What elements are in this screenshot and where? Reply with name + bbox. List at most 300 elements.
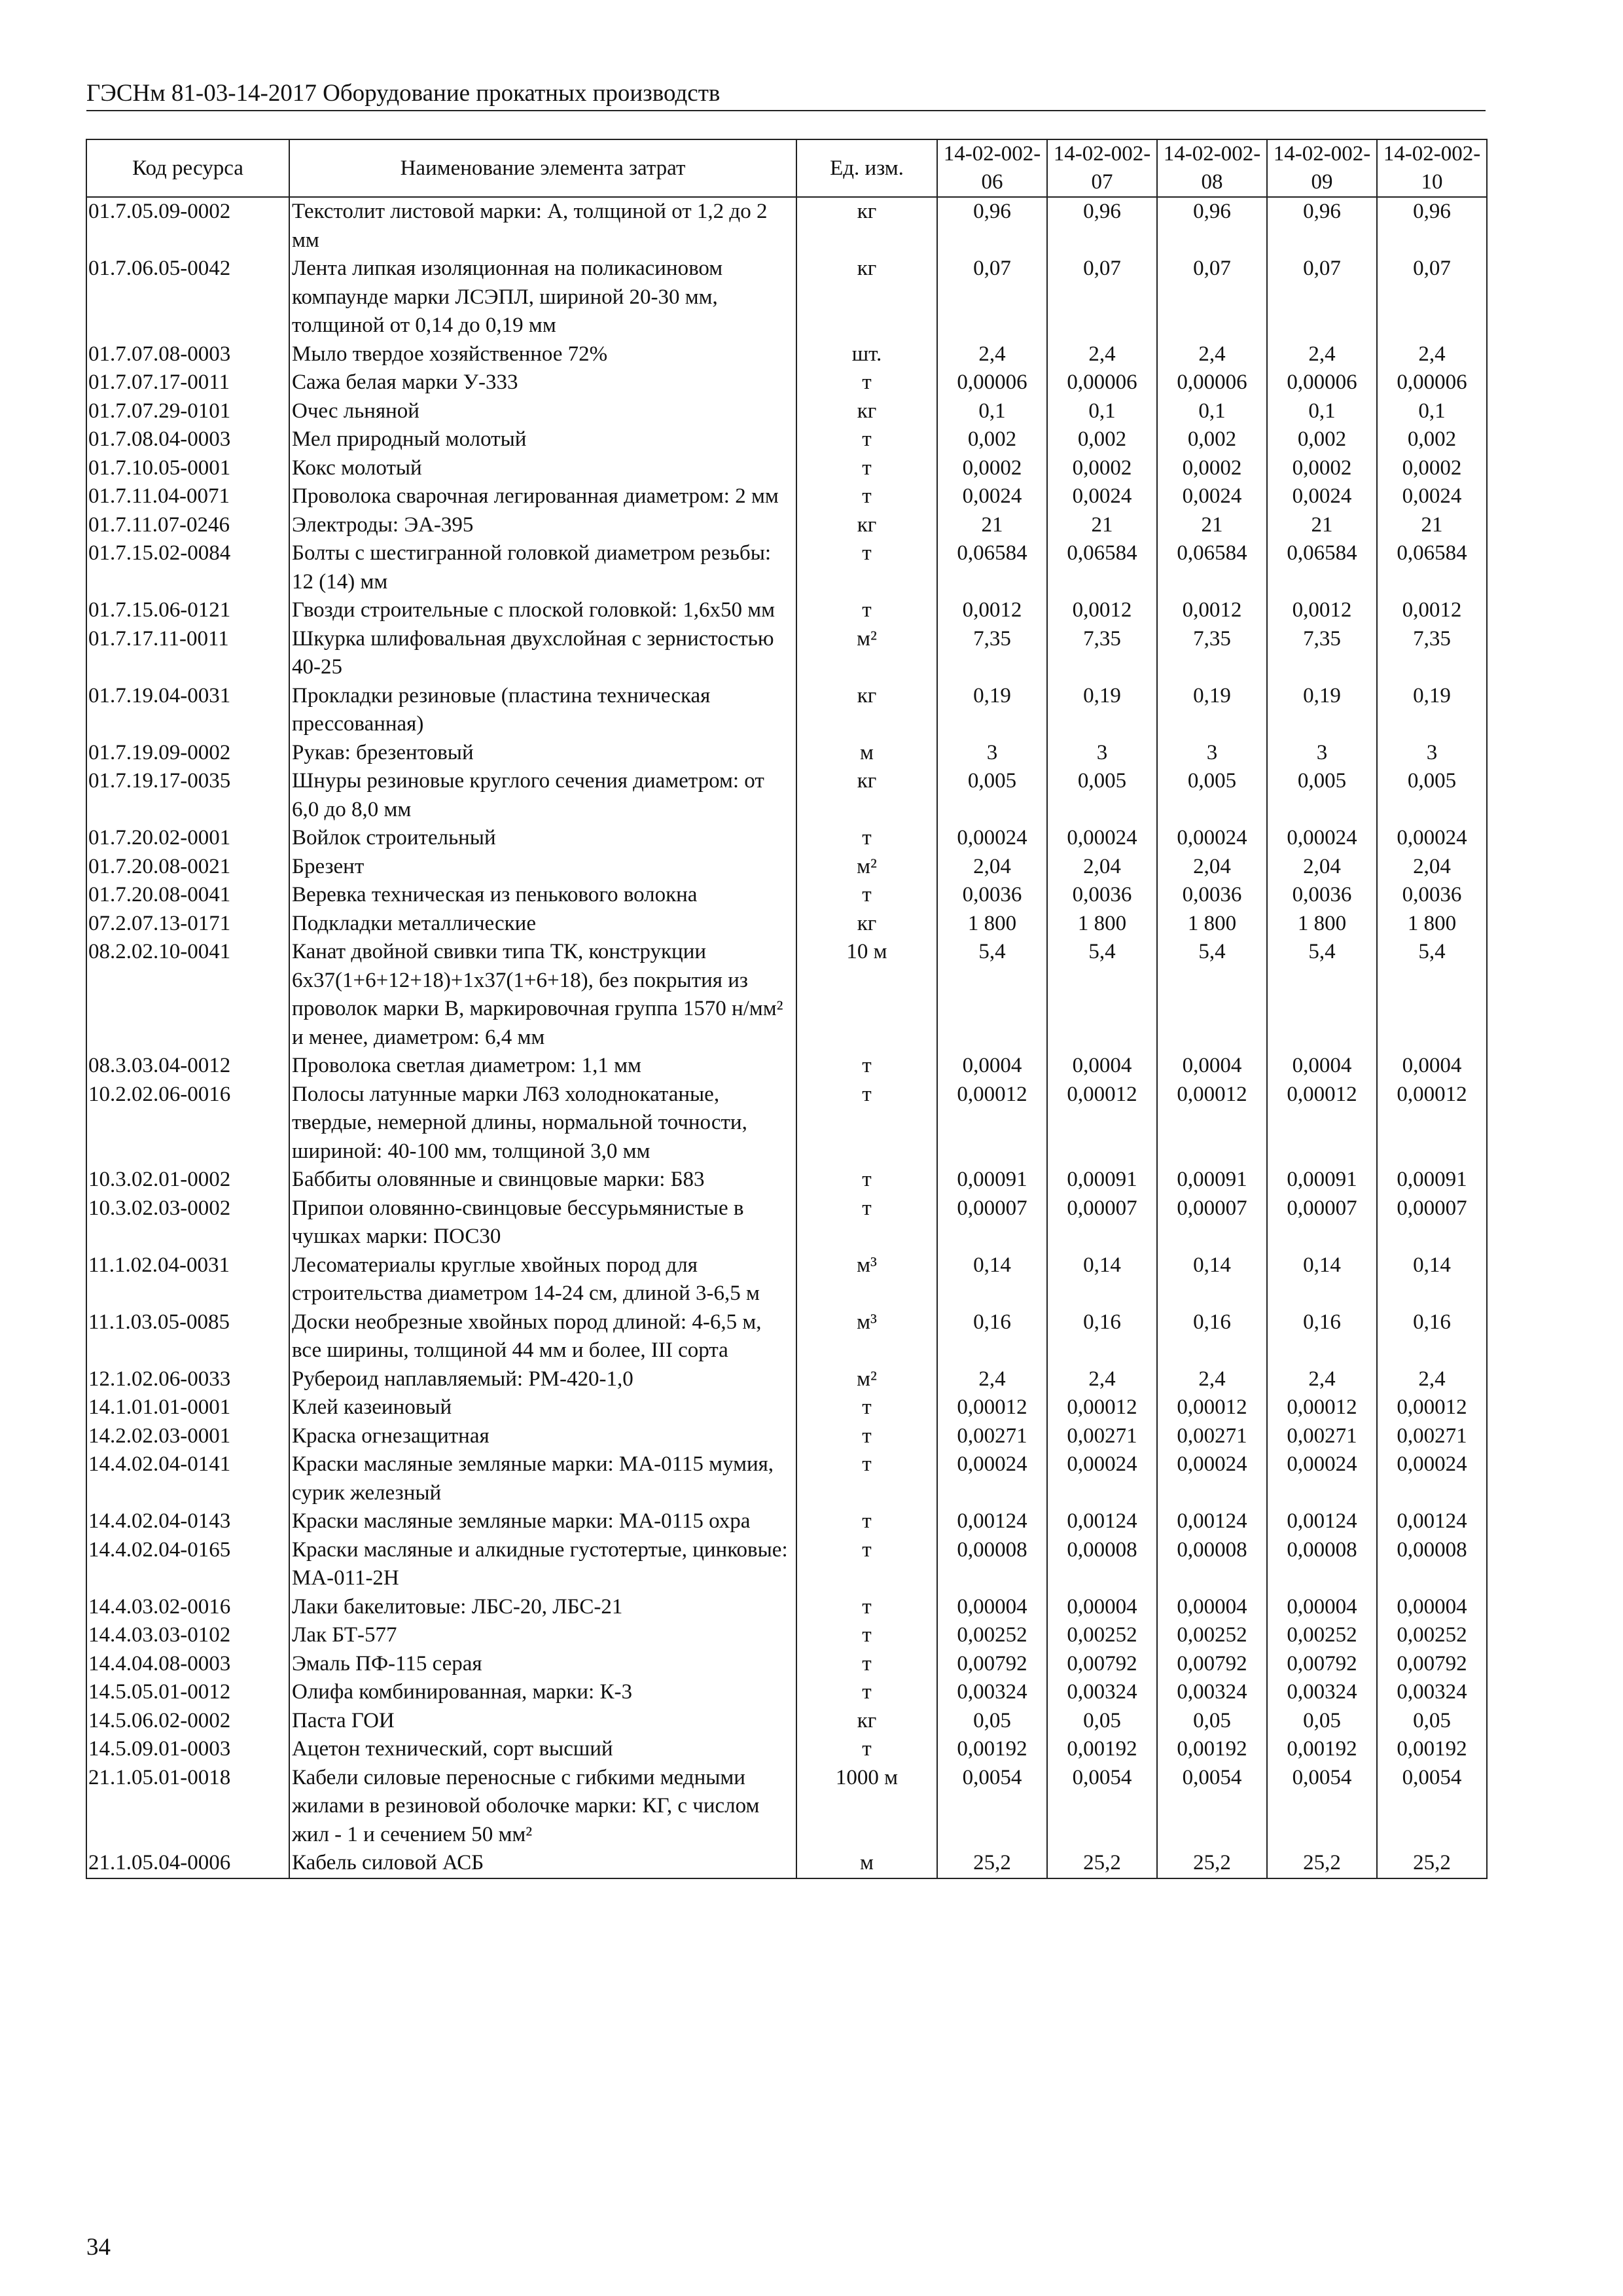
norm-value-1: 0,00124 (937, 1507, 1047, 1536)
norm-value-5: 3 (1377, 739, 1487, 768)
table-row (86, 910, 1487, 939)
norm-value-4: 25,2 (1267, 1849, 1377, 1878)
norm-value-1: 0,005 (937, 767, 1047, 824)
norm-value-3: 0,0004 (1157, 1052, 1267, 1081)
norm-value-5: 0,00252 (1377, 1621, 1487, 1650)
norm-value-5: 2,4 (1377, 1365, 1487, 1394)
norm-value-2: 0,0024 (1047, 482, 1157, 511)
norm-value-3: 25,2 (1157, 1849, 1267, 1878)
resource-unit: т (796, 454, 937, 483)
norm-value-3: 0,00024 (1157, 1450, 1267, 1507)
norm-value-5: 0,0024 (1377, 482, 1487, 511)
resource-unit: т (796, 1678, 937, 1707)
resource-name: Краски масляные и алкидные густотертые, цинковые: МА-011-2Н (289, 1536, 796, 1593)
norm-value-3: 0,0002 (1157, 454, 1267, 483)
norm-value-4: 0,00024 (1267, 1450, 1377, 1507)
resource-code: 14.5.05.01-0012 (86, 1678, 289, 1707)
table-row (86, 1678, 1487, 1707)
norm-value-1: 0,0004 (937, 1052, 1047, 1081)
norm-value-2: 0,00324 (1047, 1678, 1157, 1707)
norm-value-5: 0,00024 (1377, 824, 1487, 853)
resource-unit: м³ (796, 1251, 937, 1308)
table-row (86, 368, 1487, 397)
resource-code: 01.7.17.11-0011 (86, 625, 289, 682)
resource-name: Краска огнезащитная (289, 1422, 796, 1451)
table-row (86, 1194, 1487, 1251)
resource-code: 01.7.05.09-0002 (86, 197, 289, 255)
table-row (86, 255, 1487, 340)
norm-value-5: 0,0012 (1377, 596, 1487, 625)
norm-value-3: 0,00091 (1157, 1166, 1267, 1194)
norm-value-1: 0,0054 (937, 1764, 1047, 1850)
norm-value-2: 0,00006 (1047, 368, 1157, 397)
norm-value-4: 0,07 (1267, 255, 1377, 340)
resource-unit: м² (796, 625, 937, 682)
resource-name: Войлок строительный (289, 824, 796, 853)
norm-value-4: 0,00007 (1267, 1194, 1377, 1251)
table-row (86, 397, 1487, 426)
table-row (86, 824, 1487, 853)
norm-value-1: 1 800 (937, 910, 1047, 939)
norm-value-5: 0,00091 (1377, 1166, 1487, 1194)
table-row (86, 625, 1487, 682)
resource-code: 10.2.02.06-0016 (86, 1081, 289, 1166)
norm-value-1: 0,06584 (937, 539, 1047, 596)
norm-value-3: 0,16 (1157, 1308, 1267, 1365)
norm-value-3: 0,00252 (1157, 1621, 1267, 1650)
resource-unit: м³ (796, 1308, 937, 1365)
norm-value-4: 0,002 (1267, 425, 1377, 454)
norm-value-1: 0,002 (937, 425, 1047, 454)
norm-value-1: 0,1 (937, 397, 1047, 426)
table-row (86, 938, 1487, 1052)
resource-unit: кг (796, 767, 937, 824)
resource-code: 14.4.03.03-0102 (86, 1621, 289, 1650)
resource-code: 14.4.02.04-0143 (86, 1507, 289, 1536)
norm-value-2: 5,4 (1047, 938, 1157, 1052)
resource-code: 14.2.02.03-0001 (86, 1422, 289, 1451)
norm-value-5: 2,4 (1377, 340, 1487, 369)
norm-value-1: 0,05 (937, 1707, 1047, 1736)
resource-code: 14.5.06.02-0002 (86, 1707, 289, 1736)
norm-value-1: 0,00024 (937, 824, 1047, 853)
resource-name: Рубероид наплавляемый: РМ-420-1,0 (289, 1365, 796, 1394)
norm-value-4: 0,1 (1267, 397, 1377, 426)
table-row (86, 1308, 1487, 1365)
resource-code: 12.1.02.06-0033 (86, 1365, 289, 1394)
norm-value-1: 0,07 (937, 255, 1047, 340)
resource-code: 01.7.11.04-0071 (86, 482, 289, 511)
table-row (86, 1507, 1487, 1536)
resource-code: 08.3.03.04-0012 (86, 1052, 289, 1081)
norm-value-2: 0,0004 (1047, 1052, 1157, 1081)
norm-value-5: 0,00792 (1377, 1650, 1487, 1679)
norm-value-2: 0,00124 (1047, 1507, 1157, 1536)
norm-value-5: 0,0004 (1377, 1052, 1487, 1081)
table-row (86, 596, 1487, 625)
resource-name: Лак БТ-577 (289, 1621, 796, 1650)
resource-code: 01.7.19.17-0035 (86, 767, 289, 824)
table-row (86, 511, 1487, 540)
norm-value-2: 0,002 (1047, 425, 1157, 454)
norm-value-1: 0,00024 (937, 1450, 1047, 1507)
norm-value-2: 0,00008 (1047, 1536, 1157, 1593)
norm-value-4: 0,0012 (1267, 596, 1377, 625)
norm-value-5: 0,005 (1377, 767, 1487, 824)
norm-value-3: 5,4 (1157, 938, 1267, 1052)
resource-unit: кг (796, 910, 937, 939)
norm-value-1: 0,00192 (937, 1735, 1047, 1764)
norm-value-1: 0,0036 (937, 881, 1047, 910)
resource-unit: т (796, 1735, 937, 1764)
norm-value-1: 25,2 (937, 1849, 1047, 1878)
norm-value-3: 0,19 (1157, 682, 1267, 739)
norm-value-4: 0,14 (1267, 1251, 1377, 1308)
norm-value-4: 0,0002 (1267, 454, 1377, 483)
resource-name: Краски масляные земляные марки: МА-0115 охра (289, 1507, 796, 1536)
resource-unit: т (796, 1536, 937, 1593)
table-row (86, 1166, 1487, 1194)
norm-value-2: 0,1 (1047, 397, 1157, 426)
table-header-row (86, 139, 1487, 197)
table-row (86, 739, 1487, 768)
norm-value-2: 0,005 (1047, 767, 1157, 824)
norm-value-3: 7,35 (1157, 625, 1267, 682)
norm-value-1: 0,00004 (937, 1593, 1047, 1622)
resource-unit: кг (796, 397, 937, 426)
resource-unit: т (796, 1422, 937, 1451)
resource-name: Эмаль ПФ-115 серая (289, 1650, 796, 1679)
resource-name: Веревка техническая из пенькового волокна (289, 881, 796, 910)
table-row (86, 1365, 1487, 1394)
norm-value-5: 25,2 (1377, 1849, 1487, 1878)
norm-value-2: 0,0054 (1047, 1764, 1157, 1850)
resource-name: Болты с шестигранной головкой диаметром резьбы: 12 (14) мм (289, 539, 796, 596)
norm-value-5: 0,00271 (1377, 1422, 1487, 1451)
norm-value-4: 0,06584 (1267, 539, 1377, 596)
resource-unit: т (796, 1593, 937, 1622)
norm-value-3: 0,00012 (1157, 1393, 1267, 1422)
norm-value-1: 2,4 (937, 1365, 1047, 1394)
resource-code: 08.2.02.10-0041 (86, 938, 289, 1052)
norm-value-2: 3 (1047, 739, 1157, 768)
norm-value-1: 0,14 (937, 1251, 1047, 1308)
norm-value-2: 21 (1047, 511, 1157, 540)
norm-value-2: 0,00792 (1047, 1650, 1157, 1679)
norm-value-3: 0,00324 (1157, 1678, 1267, 1707)
resource-unit: 10 м (796, 938, 937, 1052)
norm-value-5: 0,0054 (1377, 1764, 1487, 1850)
norm-value-5: 0,00004 (1377, 1593, 1487, 1622)
norm-value-4: 3 (1267, 739, 1377, 768)
table-row (86, 1764, 1487, 1850)
norm-value-1: 2,4 (937, 340, 1047, 369)
resource-unit: т (796, 1650, 937, 1679)
norm-value-5: 0,00124 (1377, 1507, 1487, 1536)
norm-value-2: 2,4 (1047, 340, 1157, 369)
resource-code: 14.4.02.04-0165 (86, 1536, 289, 1593)
resource-unit: т (796, 1450, 937, 1507)
resource-name: Паста ГОИ (289, 1707, 796, 1736)
norm-value-2: 1 800 (1047, 910, 1157, 939)
norm-value-3: 1 800 (1157, 910, 1267, 939)
norm-value-5: 0,00192 (1377, 1735, 1487, 1764)
table-row (86, 1536, 1487, 1593)
norm-value-5: 0,002 (1377, 425, 1487, 454)
norm-value-3: 0,96 (1157, 197, 1267, 255)
norm-value-1: 0,00007 (937, 1194, 1047, 1251)
resource-name: Лаки бакелитовые: ЛБС-20, ЛБС-21 (289, 1593, 796, 1622)
resource-code: 14.4.02.04-0141 (86, 1450, 289, 1507)
resource-name: Электроды: ЭА-395 (289, 511, 796, 540)
resource-unit: шт. (796, 340, 937, 369)
resource-name: Краски масляные земляные марки: МА-0115 мумия, сурик железный (289, 1450, 796, 1507)
resource-name: Баббиты оловянные и свинцовые марки: Б83 (289, 1166, 796, 1194)
norm-value-2: 2,04 (1047, 853, 1157, 882)
resource-name: Кокс молотый (289, 454, 796, 483)
norm-value-5: 0,0036 (1377, 881, 1487, 910)
norm-value-1: 0,00008 (937, 1536, 1047, 1593)
resource-code: 01.7.15.06-0121 (86, 596, 289, 625)
table-row (86, 1393, 1487, 1422)
norm-value-2: 0,14 (1047, 1251, 1157, 1308)
norm-value-4: 0,05 (1267, 1707, 1377, 1736)
resource-name: Полосы латунные марки Л63 холоднокатаные, твердые, немерной длины, нормальной точности, шириной: 40-100 мм, толщиной 3,0 мм (289, 1081, 796, 1166)
norm-value-3: 0,00008 (1157, 1536, 1267, 1593)
table-row (86, 1593, 1487, 1622)
norm-value-2: 0,00004 (1047, 1593, 1157, 1622)
norm-value-2: 0,0002 (1047, 454, 1157, 483)
norm-value-5: 0,96 (1377, 197, 1487, 255)
norm-value-2: 0,00012 (1047, 1081, 1157, 1166)
table-row (86, 340, 1487, 369)
norm-value-3: 0,00024 (1157, 824, 1267, 853)
norm-value-4: 0,00024 (1267, 824, 1377, 853)
norm-value-5: 0,00024 (1377, 1450, 1487, 1507)
norm-value-5: 0,1 (1377, 397, 1487, 426)
norm-value-5: 0,00324 (1377, 1678, 1487, 1707)
norm-value-1: 0,00324 (937, 1678, 1047, 1707)
resource-name: Мел природный молотый (289, 425, 796, 454)
norm-value-3: 0,00012 (1157, 1081, 1267, 1166)
norm-value-5: 0,00007 (1377, 1194, 1487, 1251)
norm-value-4: 0,005 (1267, 767, 1377, 824)
resource-name: Кабель силовой АСБ (289, 1849, 796, 1878)
norm-value-1: 5,4 (937, 938, 1047, 1052)
norm-value-5: 0,16 (1377, 1308, 1487, 1365)
resource-unit: т (796, 1393, 937, 1422)
norm-value-4: 2,4 (1267, 1365, 1377, 1394)
resource-name: Доски необрезные хвойных пород длиной: 4-6,5 м, все ширины, толщиной 44 мм и более, III сорта (289, 1308, 796, 1365)
column-header-code: Код ресурса (86, 139, 289, 197)
norm-value-3: 3 (1157, 739, 1267, 768)
table-row (86, 1735, 1487, 1764)
norm-value-3: 0,002 (1157, 425, 1267, 454)
resource-unit: м (796, 1849, 937, 1878)
table-row (86, 767, 1487, 824)
norm-value-4: 5,4 (1267, 938, 1377, 1052)
resource-name: Проволока сварочная легированная диаметром: 2 мм (289, 482, 796, 511)
norm-value-2: 2,4 (1047, 1365, 1157, 1394)
resource-unit: кг (796, 682, 937, 739)
norm-value-4: 0,96 (1267, 197, 1377, 255)
norm-value-3: 0,0054 (1157, 1764, 1267, 1850)
norm-value-4: 2,4 (1267, 340, 1377, 369)
resource-name: Олифа комбинированная, марки: К-3 (289, 1678, 796, 1707)
resource-unit: т (796, 539, 937, 596)
norm-value-4: 0,16 (1267, 1308, 1377, 1365)
resource-unit: т (796, 824, 937, 853)
norm-value-1: 0,0012 (937, 596, 1047, 625)
norm-value-2: 0,00024 (1047, 824, 1157, 853)
norm-value-5: 0,00012 (1377, 1081, 1487, 1166)
norm-value-1: 0,0024 (937, 482, 1047, 511)
norm-value-4: 0,0054 (1267, 1764, 1377, 1850)
norm-value-2: 0,05 (1047, 1707, 1157, 1736)
norm-value-5: 0,07 (1377, 255, 1487, 340)
norm-value-3: 2,4 (1157, 340, 1267, 369)
table-row (86, 482, 1487, 511)
table-row (86, 1621, 1487, 1650)
resource-code: 14.4.04.08-0003 (86, 1650, 289, 1679)
norm-value-5: 0,00008 (1377, 1536, 1487, 1593)
resource-unit: кг (796, 255, 937, 340)
norm-value-1: 0,00792 (937, 1650, 1047, 1679)
resource-name: Кабели силовые переносные с гибкими медными жилами в резиновой оболочке марки: КГ, с числом жил - 1 и сечением 50 мм² (289, 1764, 796, 1850)
resource-code: 21.1.05.04-0006 (86, 1849, 289, 1878)
norm-value-4: 0,00792 (1267, 1650, 1377, 1679)
norm-value-3: 0,00007 (1157, 1194, 1267, 1251)
norm-value-4: 0,00012 (1267, 1081, 1377, 1166)
norm-value-3: 0,05 (1157, 1707, 1267, 1736)
resource-code: 01.7.07.08-0003 (86, 340, 289, 369)
norm-value-2: 0,96 (1047, 197, 1157, 255)
norm-value-2: 0,16 (1047, 1308, 1157, 1365)
norm-value-5: 0,19 (1377, 682, 1487, 739)
norm-value-4: 7,35 (1267, 625, 1377, 682)
resource-code: 01.7.15.02-0084 (86, 539, 289, 596)
resource-unit: 1000 м (796, 1764, 937, 1850)
norm-value-5: 21 (1377, 511, 1487, 540)
norm-value-1: 0,00012 (937, 1081, 1047, 1166)
resource-code: 01.7.08.04-0003 (86, 425, 289, 454)
resource-unit: т (796, 425, 937, 454)
table-row (86, 197, 1487, 255)
column-header-unit: Ед. изм. (796, 139, 937, 197)
page-header: ГЭСНм 81-03-14-2017 Оборудование прокатных производств (86, 77, 1486, 111)
resource-unit: т (796, 1081, 937, 1166)
norm-value-5: 2,04 (1377, 853, 1487, 882)
resource-code: 01.7.20.08-0021 (86, 853, 289, 882)
table-row (86, 425, 1487, 454)
norm-value-4: 0,00012 (1267, 1393, 1377, 1422)
norm-value-1: 21 (937, 511, 1047, 540)
resource-name: Шнуры резиновые круглого сечения диаметром: от 6,0 до 8,0 мм (289, 767, 796, 824)
resource-code: 01.7.07.17-0011 (86, 368, 289, 397)
resource-name: Ацетон технический, сорт высший (289, 1735, 796, 1764)
norm-value-1: 0,00006 (937, 368, 1047, 397)
norm-value-2: 0,06584 (1047, 539, 1157, 596)
norm-value-2: 0,0012 (1047, 596, 1157, 625)
resource-name: Гвозди строительные с плоской головкой: 1,6х50 мм (289, 596, 796, 625)
resource-unit: т (796, 1052, 937, 1081)
norm-value-3: 0,07 (1157, 255, 1267, 340)
norm-value-3: 0,06584 (1157, 539, 1267, 596)
norm-value-4: 0,00004 (1267, 1593, 1377, 1622)
norm-value-1: 0,00091 (937, 1166, 1047, 1194)
table-row (86, 1849, 1487, 1878)
resource-name: Мыло твердое хозяйственное 72% (289, 340, 796, 369)
norm-value-2: 0,0036 (1047, 881, 1157, 910)
norm-value-5: 0,00006 (1377, 368, 1487, 397)
norm-value-3: 0,005 (1157, 767, 1267, 824)
norm-value-4: 0,00008 (1267, 1536, 1377, 1593)
norm-value-3: 2,4 (1157, 1365, 1267, 1394)
norm-value-3: 2,04 (1157, 853, 1267, 882)
norm-value-4: 0,00091 (1267, 1166, 1377, 1194)
resource-name: Лесоматериалы круглые хвойных пород для строительства диаметром 14-24 см, длиной 3-6,5 м (289, 1251, 796, 1308)
column-header-norm-2: 14-02-002-07 (1047, 139, 1157, 197)
resource-code: 01.7.20.08-0041 (86, 881, 289, 910)
resource-code: 01.7.19.04-0031 (86, 682, 289, 739)
norm-value-1: 7,35 (937, 625, 1047, 682)
resource-unit: кг (796, 511, 937, 540)
resource-code: 10.3.02.01-0002 (86, 1166, 289, 1194)
resource-name: Припои оловянно-свинцовые бессурьмянистые в чушках марки: ПОС30 (289, 1194, 796, 1251)
resource-code: 01.7.11.07-0246 (86, 511, 289, 540)
norm-value-3: 0,00124 (1157, 1507, 1267, 1536)
norm-value-4: 0,00006 (1267, 368, 1377, 397)
resource-code: 07.2.07.13-0171 (86, 910, 289, 939)
norm-value-3: 21 (1157, 511, 1267, 540)
norm-value-5: 0,05 (1377, 1707, 1487, 1736)
norm-value-5: 7,35 (1377, 625, 1487, 682)
column-header-norm-3: 14-02-002-08 (1157, 139, 1267, 197)
column-header-norm-1: 14-02-002-06 (937, 139, 1047, 197)
resource-name: Рукав: брезентовый (289, 739, 796, 768)
norm-value-2: 0,00271 (1047, 1422, 1157, 1451)
table-row (86, 1081, 1487, 1166)
norm-value-1: 0,00271 (937, 1422, 1047, 1451)
resource-code: 11.1.02.04-0031 (86, 1251, 289, 1308)
resource-code: 01.7.06.05-0042 (86, 255, 289, 340)
column-header-norm-4: 14-02-002-09 (1267, 139, 1377, 197)
table-row (86, 1650, 1487, 1679)
table-row (86, 682, 1487, 739)
norm-value-2: 0,00007 (1047, 1194, 1157, 1251)
norm-value-5: 0,0002 (1377, 454, 1487, 483)
norm-value-1: 3 (937, 739, 1047, 768)
resource-unit: м² (796, 853, 937, 882)
norm-value-1: 0,00252 (937, 1621, 1047, 1650)
norm-value-3: 0,00271 (1157, 1422, 1267, 1451)
resource-unit: т (796, 1507, 937, 1536)
norm-value-4: 0,0036 (1267, 881, 1377, 910)
resource-unit: кг (796, 1707, 937, 1736)
resource-code: 01.7.19.09-0002 (86, 739, 289, 768)
norm-value-2: 0,19 (1047, 682, 1157, 739)
resource-code: 14.1.01.01-0001 (86, 1393, 289, 1422)
table-row (86, 1422, 1487, 1451)
resource-unit: т (796, 368, 937, 397)
page-number: 34 (86, 2234, 111, 2261)
resource-name: Прокладки резиновые (пластина техническая прессованная) (289, 682, 796, 739)
norm-value-3: 0,14 (1157, 1251, 1267, 1308)
norm-value-3: 0,0024 (1157, 482, 1267, 511)
norm-value-1: 0,16 (937, 1308, 1047, 1365)
resource-code: 01.7.10.05-0001 (86, 454, 289, 483)
table-row (86, 853, 1487, 882)
